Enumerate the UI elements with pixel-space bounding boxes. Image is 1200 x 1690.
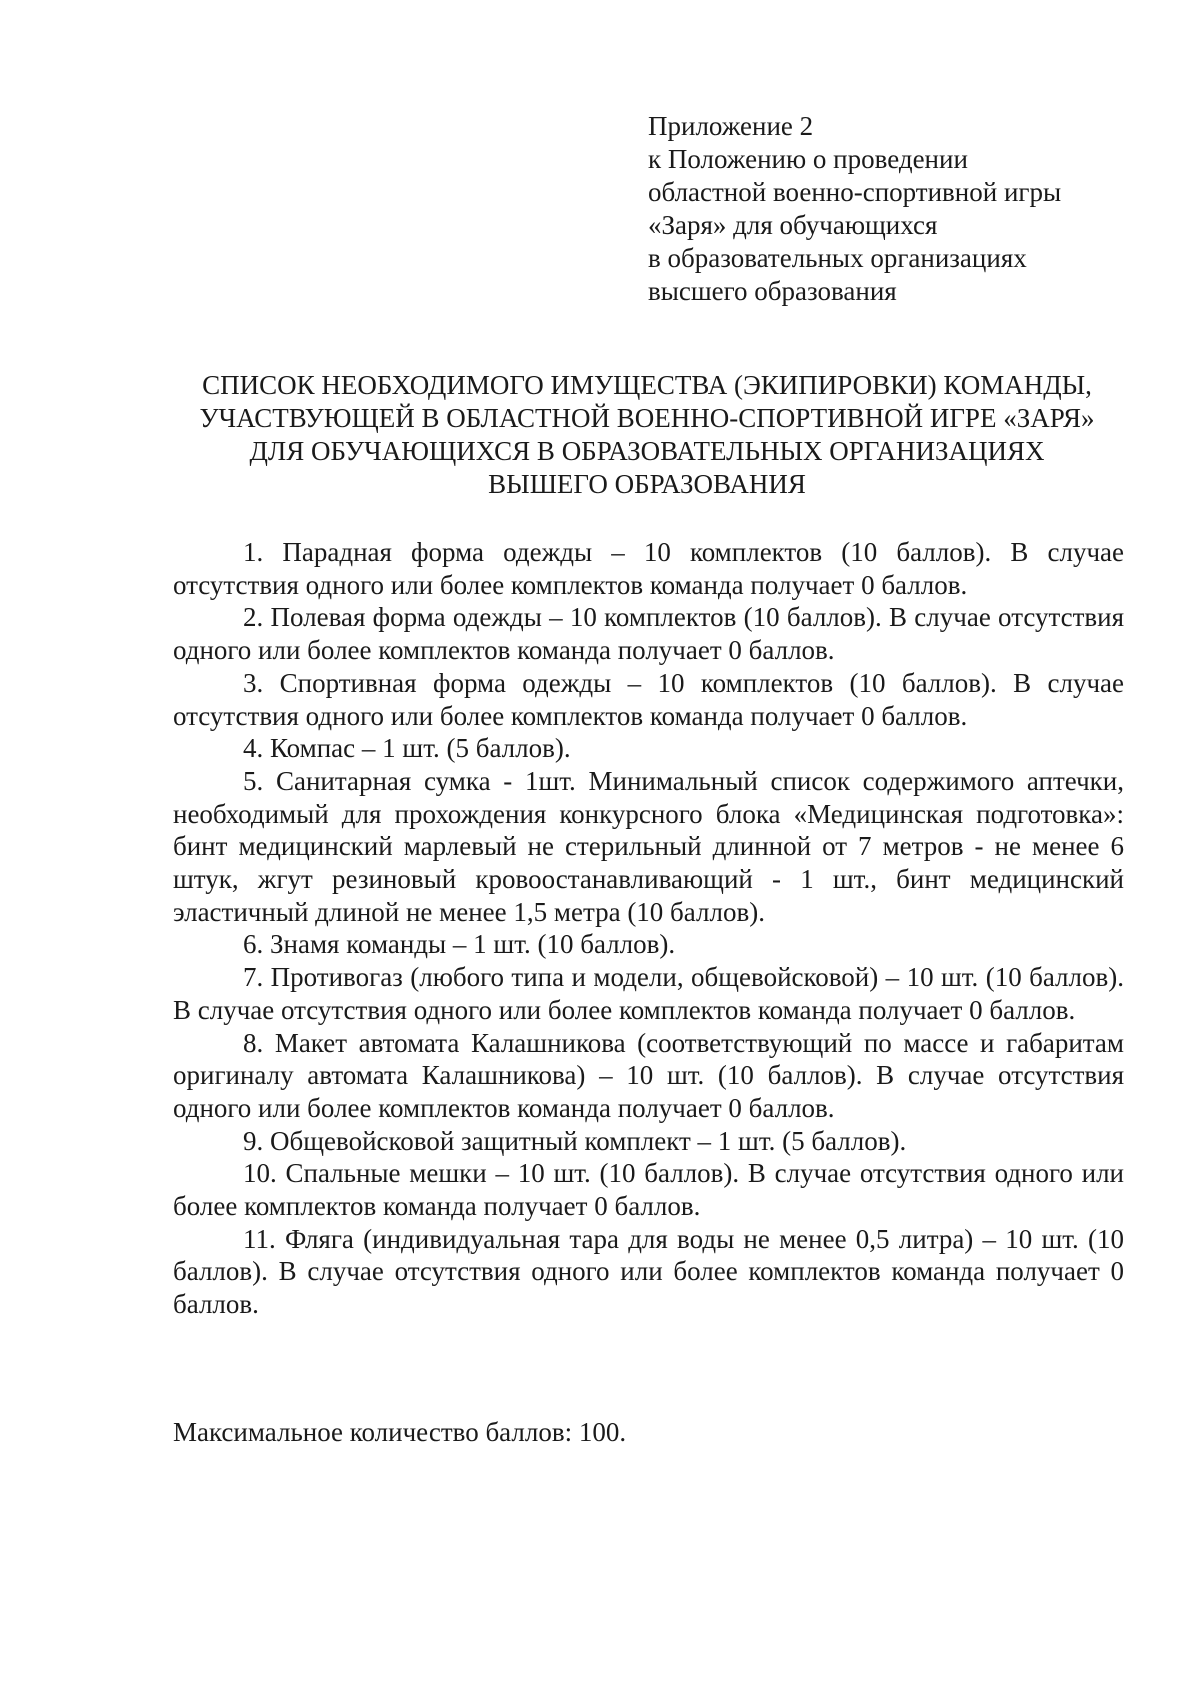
list-item: 4. Компас – 1 шт. (5 баллов). — [243, 733, 571, 764]
list-item: 1. Парадная форма одежды – 10 комплектов (10 баллов). В случае отсутствия одного или более комплектов команда получает 0 баллов. — [173, 537, 1124, 600]
appendix-line: высшего образования — [648, 276, 897, 306]
appendix-line: областной военно-спортивной игры — [648, 177, 1062, 207]
list-item: 10. Спальные мешки – 10 шт. (10 баллов). В случае отсутствия одного или более комплектов команда получает 0 баллов. — [173, 1158, 1124, 1222]
appendix-header — [648, 110, 1168, 308]
list-item: 2. Полевая форма одежды – 10 комплектов (10 баллов). В случае отсутствия одного или более комплектов команда получает 0 баллов. — [173, 602, 1124, 666]
list-item: 3. Спортивная форма одежды – 10 комплектов (10 баллов). В случае отсутствия одного или более комплектов команда получает 0 баллов. — [173, 667, 1124, 731]
appendix-line: в образовательных организациях — [648, 243, 1027, 273]
list-item: 9. Общевойсковой защитный комплект – 1 шт. (5 баллов). — [243, 1125, 907, 1156]
list-item: 5. Санитарная сумка - 1шт. Минимальный список содержимого аптечки, необходимый для прохождения конкурсного блока «Медицинская подготовка»: бинт медицинский марлевый не стерильный длинной от 7 метров - не менее 6 штук, жгут резиновый кровоостанавливающий - 1 шт., бинт медицинский эластичный длиной не менее 1,5 метра (10 баллов). — [173, 765, 1124, 927]
document-title — [170, 369, 1124, 501]
title-line: УЧАСТВУЮЩЕЙ В ОБЛАСТНОЙ ВОЕННО-СПОРТИВНОЙ ИГРЕ «ЗАРЯ» — [199, 403, 1095, 433]
list-item: 11. Фляга (индивидуальная тара для воды не менее 0,5 литра) – 10 шт. (10 баллов). В случае отсутствия одного или более комплектов команда получает 0 баллов. — [173, 1223, 1124, 1320]
appendix-line: «Заря» для обучающихся — [648, 210, 938, 240]
list-item: 7. Противогаз (любого типа и модели, общевойсковой) – 10 шт. (10 баллов). В случае отсутствия одного или более комплектов команда получает 0 баллов. — [173, 962, 1124, 1025]
list-item: 8. Макет автомата Калашникова (соответствующий по массе и габаритам оригиналу автомата Калашникова) – 10 шт. (10 баллов). В случае отсутствия одного или более комплектов команда получает 0 баллов. — [173, 1027, 1124, 1123]
appendix-line: Приложение 2 — [648, 111, 814, 141]
list-item: 6. Знамя команды – 1 шт. (10 баллов). — [243, 929, 676, 960]
title-line: СПИСОК НЕОБХОДИМОГО ИМУЩЕСТВА (ЭКИПИРОВКИ) КОМАНДЫ, — [202, 370, 1092, 400]
title-line: ДЛЯ ОБУЧАЮЩИХСЯ В ОБРАЗОВАТЕЛЬНЫХ ОРГАНИЗАЦИЯХ — [249, 436, 1045, 466]
title-line: ВЫШЕГО ОБРАЗОВАНИЯ — [488, 469, 806, 499]
equipment-list — [173, 536, 1124, 1321]
max-score-summary: Максимальное количество баллов: 100. — [173, 1417, 627, 1447]
appendix-line: к Положению о проведении — [648, 144, 968, 174]
